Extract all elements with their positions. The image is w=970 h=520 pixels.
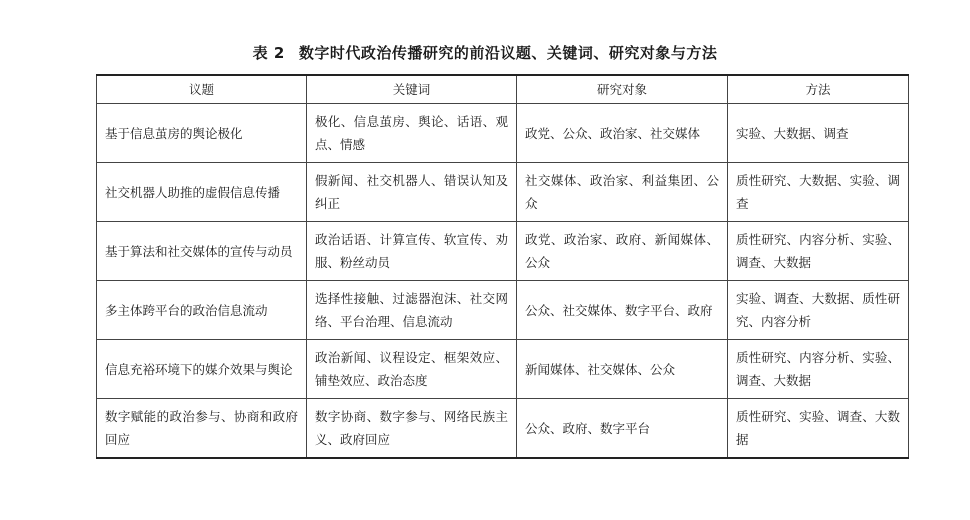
cell-keywords: 假新闻、社交机器人、错误认知及纠正 [307,163,517,222]
table-row [97,340,909,399]
cell-topic: 基于信息茧房的舆论极化 [97,104,307,163]
cell-objects: 政党、政治家、政府、新闻媒体、公众 [517,222,728,281]
table-title: 数字时代政治传播研究的前沿议题、关键词、研究对象与方法 [298,44,718,62]
cell-topic: 数字赋能的政治参与、协商和政府回应 [97,399,307,459]
cell-keywords: 数字协商、数字参与、网络民族主义、政府回应 [307,399,517,459]
header-row [97,75,909,104]
table-row [97,281,909,340]
cell-objects: 公众、社交媒体、数字平台、政府 [517,281,728,340]
table-number: 表 2 [252,44,285,62]
research-table [96,74,909,459]
header-methods: 方法 [728,75,909,104]
cell-objects: 政党、公众、政治家、社交媒体 [517,104,728,163]
cell-objects: 新闻媒体、社交媒体、公众 [517,340,728,399]
header-keywords: 关键词 [307,75,517,104]
cell-topic: 信息充裕环境下的媒介效果与舆论 [97,340,307,399]
table-row [97,104,909,163]
header-topic: 议题 [97,75,307,104]
cell-methods: 质性研究、实验、调查、大数据 [728,399,909,459]
cell-keywords: 政治话语、计算宣传、软宣传、劝服、粉丝动员 [307,222,517,281]
cell-keywords: 选择性接触、过滤器泡沫、社交网络、平台治理、信息流动 [307,281,517,340]
table-row [97,163,909,222]
cell-objects: 社交媒体、政治家、利益集团、公众 [517,163,728,222]
cell-keywords: 政治新闻、议程设定、框架效应、铺垫效应、政治态度 [307,340,517,399]
cell-topic: 多主体跨平台的政治信息流动 [97,281,307,340]
table-caption [0,42,970,63]
table-row [97,222,909,281]
cell-methods: 质性研究、内容分析、实验、调查、大数据 [728,222,909,281]
cell-methods: 实验、大数据、调查 [728,104,909,163]
cell-topic: 社交机器人助推的虚假信息传播 [97,163,307,222]
cell-methods: 质性研究、内容分析、实验、调查、大数据 [728,340,909,399]
table-row [97,399,909,459]
cell-methods: 实验、调查、大数据、质性研究、内容分析 [728,281,909,340]
cell-objects: 公众、政府、数字平台 [517,399,728,459]
cell-topic: 基于算法和社交媒体的宣传与动员 [97,222,307,281]
cell-keywords: 极化、信息茧房、舆论、话语、观点、情感 [307,104,517,163]
header-objects: 研究对象 [517,75,728,104]
cell-methods: 质性研究、大数据、实验、调查 [728,163,909,222]
